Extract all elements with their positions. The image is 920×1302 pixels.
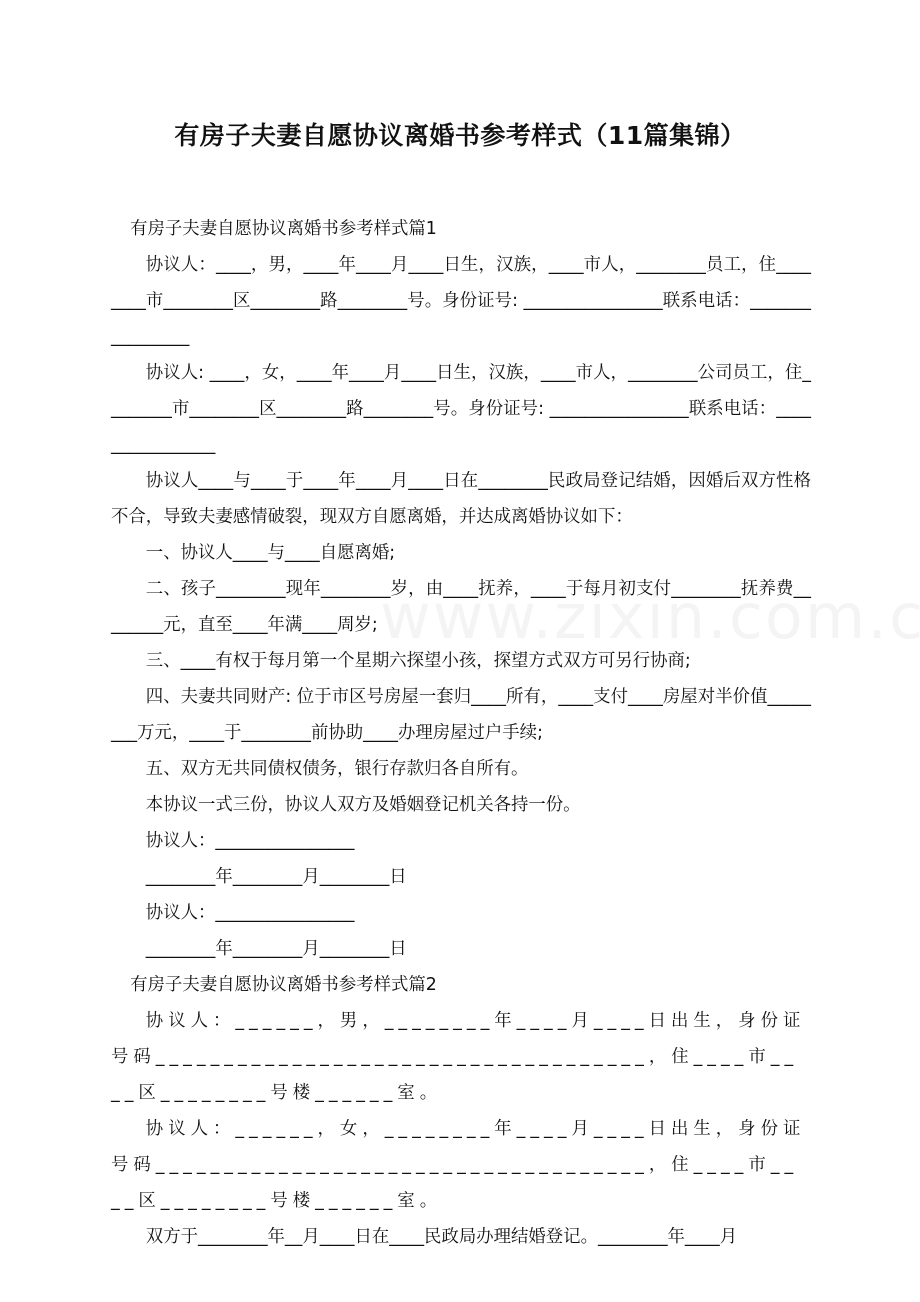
- paragraph: 协议人____与____于____年____月____日在________民政局登记结婚，因婚后双方性格不合，导致夫妻感情破裂，现双方自愿离婚，并达成离婚协议如下：: [111, 471, 811, 527]
- document-body: [111, 211, 811, 1255]
- paragraph: 三、____有权于每月第一个星期六探望小孩，探望方式双方可另行协商;: [145, 651, 691, 671]
- section-heading: 有房子夫妻自愿协议离婚书参考样式篇2: [130, 975, 437, 995]
- document-title: 有房子夫妻自愿协议离婚书参考样式（11篇集锦）: [174, 121, 746, 150]
- paragraph: 二、孩子________现年________岁，由____抚养，____于每月初支付________抚养费________元，直至____年满____周岁;: [111, 579, 811, 635]
- paragraph: 五、双方无共同债权债务，银行存款归各自所有。: [145, 759, 529, 779]
- paragraph: 四、夫妻共同财产: 位于市区号房屋一套归____所有，____支付____房屋对半价值________万元，____于________前协助____办理房屋过户手续;: [111, 687, 811, 743]
- paragraph: 协议人：________________: [145, 903, 355, 923]
- paragraph: 协议人: ____，女，____年____月____日生，汉族，____市人，________公司员工，住________市________区________路________号。身份证号: ________________联系电话：________________: [111, 363, 811, 455]
- paragraph: 本协议一式三份，协议人双方及婚姻登记机关各持一份。: [145, 795, 581, 815]
- paragraph: 协议人：____，男，____年____月____日生，汉族，____市人，________员工，住________市________区________路________号。身份证号: ________________联系电话：________________: [111, 255, 811, 347]
- paragraph: ________年________月________日: [145, 939, 407, 959]
- paragraph: 协议人：______，男，________年____月____日出生，身份证号码____________________________________，住____市____区________号楼______室。: [111, 1011, 806, 1103]
- paragraph: 协议人：______，女，________年____月____日出生，身份证号码____________________________________，住____市____区________号楼______室。: [111, 1119, 806, 1211]
- paragraph: 双方于________年__月____日在____民政局办理结婚登记。________年____月: [145, 1227, 738, 1247]
- section-heading: 有房子夫妻自愿协议离婚书参考样式篇1: [130, 219, 437, 239]
- paragraph: 一、协议人____与____自愿离婚;: [145, 543, 396, 563]
- paragraph: ________年________月________日: [145, 867, 407, 887]
- paragraph: 协议人：________________: [145, 831, 355, 851]
